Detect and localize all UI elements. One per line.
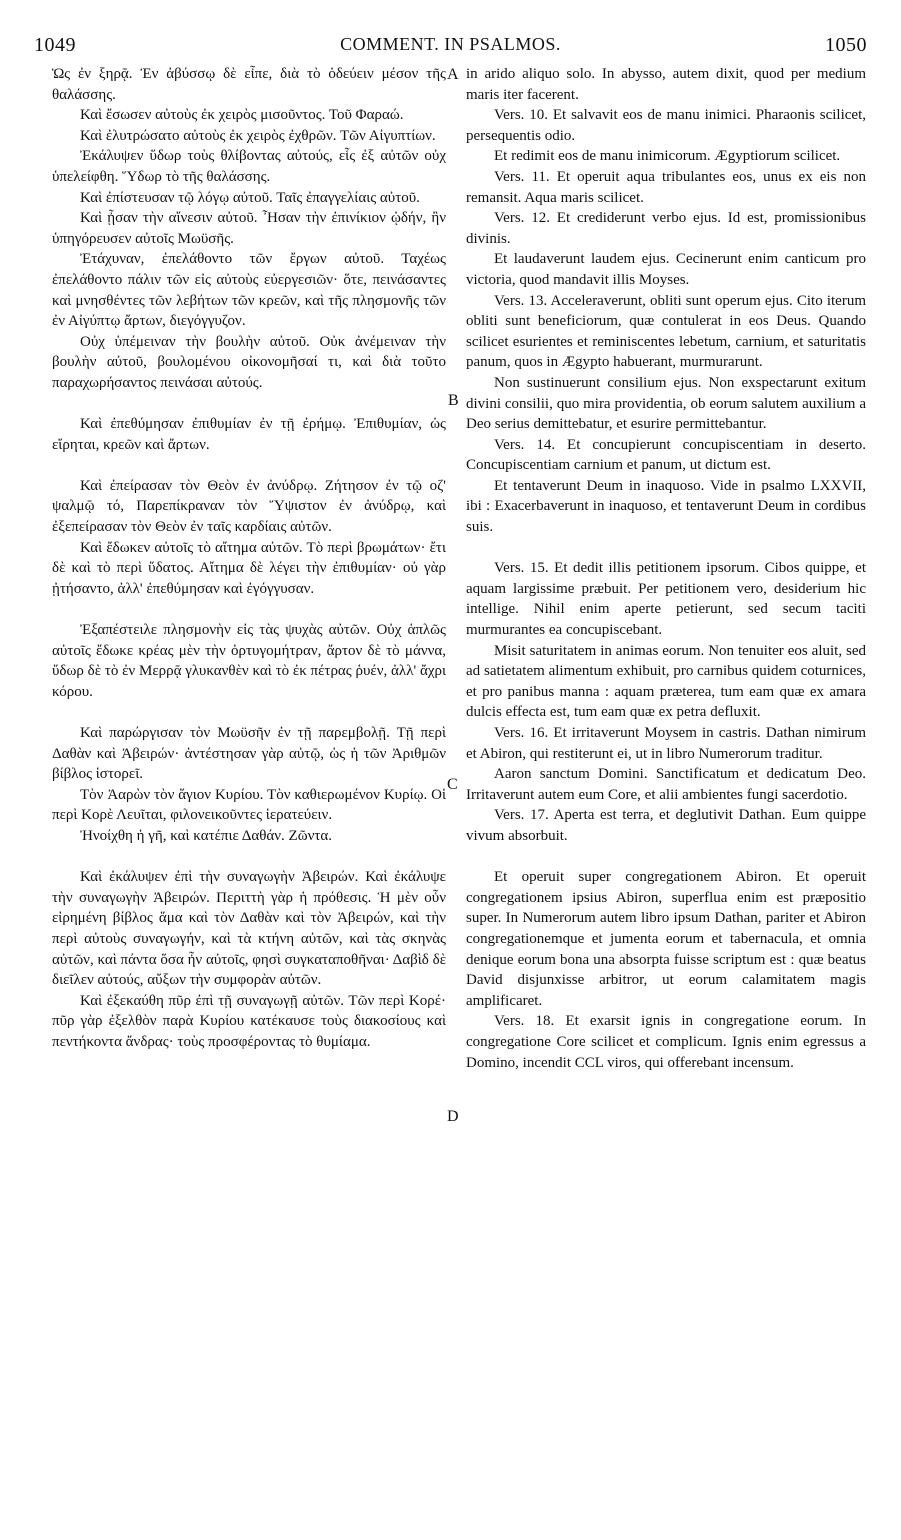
greek-paragraph: Καὶ ἐλυτρώσατο αὐτοὺς ἐκ χειρὸς ἐχθρῶν. Τῶν Αἰγυπτίων. (80, 127, 436, 144)
latin-paragraph: Vers. 10. Et salvavit eos de manu inimici. Pharaonis scilicet, persequentis odio. (466, 107, 866, 144)
greek-paragraph: Τὸν Ἀαρὼν τὸν ἅγιον Κυρίου. Τὸν καθιερωμένον Κυρίῳ. Οἱ περὶ Κορὲ Λευῖται, φιλονεικοῦντες ἱερατεύειν. (52, 786, 446, 824)
latin-paragraph: Vers. 14. Et concupierunt concupiscentiam in deserto. Concupiscentiam carnium et panum, ut dictum est. (466, 436, 866, 474)
greek-paragraph: Καὶ ᾖσαν τὴν αἴνεσιν αὐτοῦ. Ἦσαν τὴν ἐπινίκιον ᾠδήν, ἣν ὑπηγόρευσεν αὐτοῖς Μωϋσῆς. (52, 210, 446, 247)
latin-paragraph: Vers. 18. Et exarsit ignis in congregatione eorum. In congregatione Core scilicet et complicum. Ignis enim egressus a Domino, incendit CCL viros, qui offerebant incensum. (466, 1013, 866, 1071)
greek-paragraph: Καὶ ἔσωσεν αὐτοὺς ἐκ χειρὸς μισοῦντος. Τοῦ Φαραώ. (80, 107, 404, 124)
greek-paragraph: Καὶ ἐπεθύμησαν ἐπιθυμίαν ἐν τῇ ἐρήμῳ. Ἐπιθυμίαν, ὡς εἴρηται, κρεῶν καὶ ἄρτων. (52, 416, 446, 453)
running-title: COMMENT. IN PSALMOS. (340, 34, 561, 54)
latin-paragraph: Vers. 17. Aperta est terra, et deglutivit Dathan. Eum quippe vivum absorbuit. (466, 807, 866, 844)
latin-paragraph: Et operuit super congregationem Abiron. Et operuit congregationem ipsius Abiron, superflua enim est præpositio super. In Numerorum autem libro ipsum Dathan, pariter et Abiron congregationemque et jumenta eorum et tabernacula, et omnia denique eorum bona una absorpta fuisse scriptum est : quæ beatus David disjunxisse arbitror, ut eorum calamitatem magis amplificaret. (466, 869, 866, 1009)
latin-paragraph: Vers. 11. Et operuit aqua tribulantes eos, unus ex eis non remansit. Aqua maris scilicet. (466, 168, 866, 206)
greek-column (52, 64, 446, 1053)
page-number-right: 1050 (825, 34, 867, 56)
greek-paragraph: Οὐχ ὑπέμειναν τὴν βουλὴν αὐτοῦ. Οὐκ ἀνέμειναν τὴν βουλὴν αὐτοῦ, βουλομένου οἰκονομῆσαί τι, καὶ διὰ τοῦτο παραχωρήσαντος πεινάσαι αὐτούς. (52, 333, 446, 391)
margin-letter-d: D (447, 1108, 459, 1125)
greek-paragraph: Καὶ παρώργισαν τὸν Μωϋσῆν ἐν τῇ παρεμβολῇ. Τῇ περὶ Δαθὰν καὶ Ἀβειρών· ἀντέστησαν γὰρ αὐτῷ, ὡς ἡ τῶν Ἀριθμῶν βίβλος ἱστορεῖ. (52, 725, 446, 783)
greek-paragraph: Ὡς ἐν ξηρᾷ. Ἐν ἀβύσσῳ δὲ εἶπε, διὰ τὸ ὁδεύειν μέσον τῆς θαλάσσης. (52, 66, 446, 103)
page-header (34, 34, 867, 60)
greek-paragraph: Ἐτάχυναν, ἐπελάθοντο τῶν ἔργων αὐτοῦ. Ταχέως ἐπελάθοντο πάλιν τῶν εἰς αὐτοὺς εὐεργεσιῶν· ὅτε, πεινάσαντες καὶ μνησθέντες τῶν λεβήτων τῶν κρεῶν, καὶ τῆς πλησμονῆς τῶν ἐν Αἰγύπτῳ ἄρτων, διεγόγγυζον. (52, 251, 446, 330)
margin-letter-b: B (448, 392, 459, 409)
latin-paragraph: Aaron sanctum Domini. Sanctificatum et dedicatum Deo. Irritaverunt autem eum Core, et alii ambientes fungi sacerdotio. (466, 766, 866, 803)
latin-paragraph: Et laudaverunt laudem ejus. Cecinerunt enim canticum pro victoria, quod mandavit illis Moyses. (466, 251, 866, 288)
latin-paragraph: Vers. 12. Et crediderunt verbo ejus. Id est, promissionibus divinis. (466, 210, 866, 247)
greek-paragraph: Καὶ ἐπείρασαν τὸν Θεὸν ἐν ἀνύδρῳ. Ζήτησον ἐν τῷ οζ' ψαλμῷ τό, Παρεπίκραναν τὸν Ὕψιστον ἐν ἀνύδρῳ, καὶ ἐξεπείρασαν τὸν Θεὸν ἐν ταῖς καρδίαις αὐτῶν. (52, 477, 446, 536)
latin-paragraph: Et redimit eos de manu inimicorum. Ægyptiorum scilicet. (494, 148, 841, 165)
greek-paragraph: Ἐκάλυψεν ὕδωρ τοὺς θλίβοντας αὐτούς, εἷς ἐξ αὐτῶν οὐχ ὑπελείφθη. Ὕδωρ τὸ τῆς θαλάσσης. (52, 148, 446, 185)
latin-paragraph: Misit saturitatem in animas eorum. Non tenuiter eos aluit, sed ad satietatem alimentum exhibuit, pro carnibus quidem coturnices, et pro panibus manna : aquam præterea, tum eam quæ ex amara dulcis effecta est, tum eam quæ ex petra defluxit. (466, 642, 866, 721)
latin-paragraph: Vers. 16. Et irritaverunt Moysem in castris. Dathan nimirum et Abiron, qui restiterunt ei, ut in libro Numerorum traditur. (466, 725, 866, 762)
latin-paragraph: Et tentaverunt Deum in inaquoso. Vide in psalmo LXXVII, ibi : Exacerbaverunt in inaquoso, et tentaverunt Deum in cordibus suis. (466, 477, 866, 536)
greek-paragraph: Καὶ ἐξεκαύθη πῦρ ἐπὶ τῇ συναγωγῇ αὐτῶν. Τῶν περὶ Κορέ· πῦρ γὰρ ἐξελθὸν παρὰ Κυρίου κατέκαυσε τοὺς διακοσίους καὶ πεντήκοντα ἄνδρας· τοὺς προσφέροντας τὸ θυμίαμα. (52, 992, 446, 1050)
latin-column (466, 64, 866, 1073)
margin-letter-c: C (447, 776, 458, 793)
latin-paragraph: Vers. 13. Acceleraverunt, obliti sunt operum ejus. Cito iterum obliti sunt beneficiorum, quæ contulerat in eos Deus. Quando scilicet esurientes et reminiscentes lebetum, carnium, et saturitatis panum, quos in Ægypto habuerant, murmurarunt. (466, 292, 866, 371)
greek-paragraph: Καὶ ἐπίστευσαν τῷ λόγῳ αὐτοῦ. Ταῖς ἐπαγγελίαις αὐτοῦ. (80, 189, 420, 206)
latin-paragraph: in arido aliquo solo. In abysso, autem dixit, quod per medium maris iter facerent. (466, 66, 866, 103)
page-number-left: 1049 (34, 34, 76, 56)
latin-paragraph: Non sustinuerunt consilium ejus. Non exspectarunt exitum divini consilii, quo mira providentia, ob eorum salutem auxilium a Deo serius demittebatur, et esurire permittebantur. (466, 374, 866, 433)
margin-letter-a: A (447, 66, 459, 83)
greek-paragraph: Ἐξαπέστειλε πλησμονὴν εἰς τὰς ψυχὰς αὐτῶν. Οὐχ ἁπλῶς αὐτοῖς ἔδωκε κρέας μὲν τὴν ὀρτυγομήτραν, ἄρτον δὲ τὸ μάννα, ὕδωρ δὲ τὸ ἐν Μερρᾷ γλυκανθὲν καὶ τὸ ἐκ πέτρας ῥυέν, ἀλλ' ἄχρι κόρου. (52, 622, 446, 700)
greek-paragraph: Καὶ ἔδωκεν αὐτοῖς τὸ αἴτημα αὐτῶν. Τὸ περὶ βρωμάτων· ἔτι δὲ καὶ τὸ περὶ ὕδατος. Αἴτημα δὲ λέγει τὴν ἐπιθυμίαν· οὐ γὰρ ᾐτήσαντο, ἀλλ' ἐπεθύμησαν καὶ ἐγόγγυσαν. (52, 539, 446, 597)
greek-paragraph: Ἠνοίχθη ἡ γῆ, καὶ κατέπιε Δαθάν. Ζῶντα. (80, 827, 333, 844)
latin-paragraph: Vers. 15. Et dedit illis petitionem ipsorum. Cibos quippe, et aquam largissime præbuit. Per petitionem vero, desiderium hic intellige. Nihil enim aperte petierunt, sed secum taciti murmurantes ea concupiscebant. (466, 560, 866, 639)
greek-paragraph: Καὶ ἐκάλυψεν ἐπὶ τὴν συναγωγὴν Ἀβειρών. Καὶ ἐκάλυψε τὴν συναγωγὴν Ἀβειρών. Περιττὴ γὰρ ἡ πρόθεσις. Ἡ μὲν οὖν εἰρημένη βίβλος ἅμα καὶ τὸν Δαθὰν καὶ τὸν Ἀβειρών, καὶ τὴν περὶ αὐτοὺς συναγωγήν, καὶ τὰ κτήνη αὐτῶν, καὶ τὰς σκηνὰς αὐτῶν, καὶ πάντα ὅσα ἦν αὐτοῖς, φησὶ συγκαταποθῆναι· Δαβὶδ δὲ διεῖλεν αὐτούς, αὔξων τὴν συμφορὰν αὐτῶν. (52, 869, 446, 989)
